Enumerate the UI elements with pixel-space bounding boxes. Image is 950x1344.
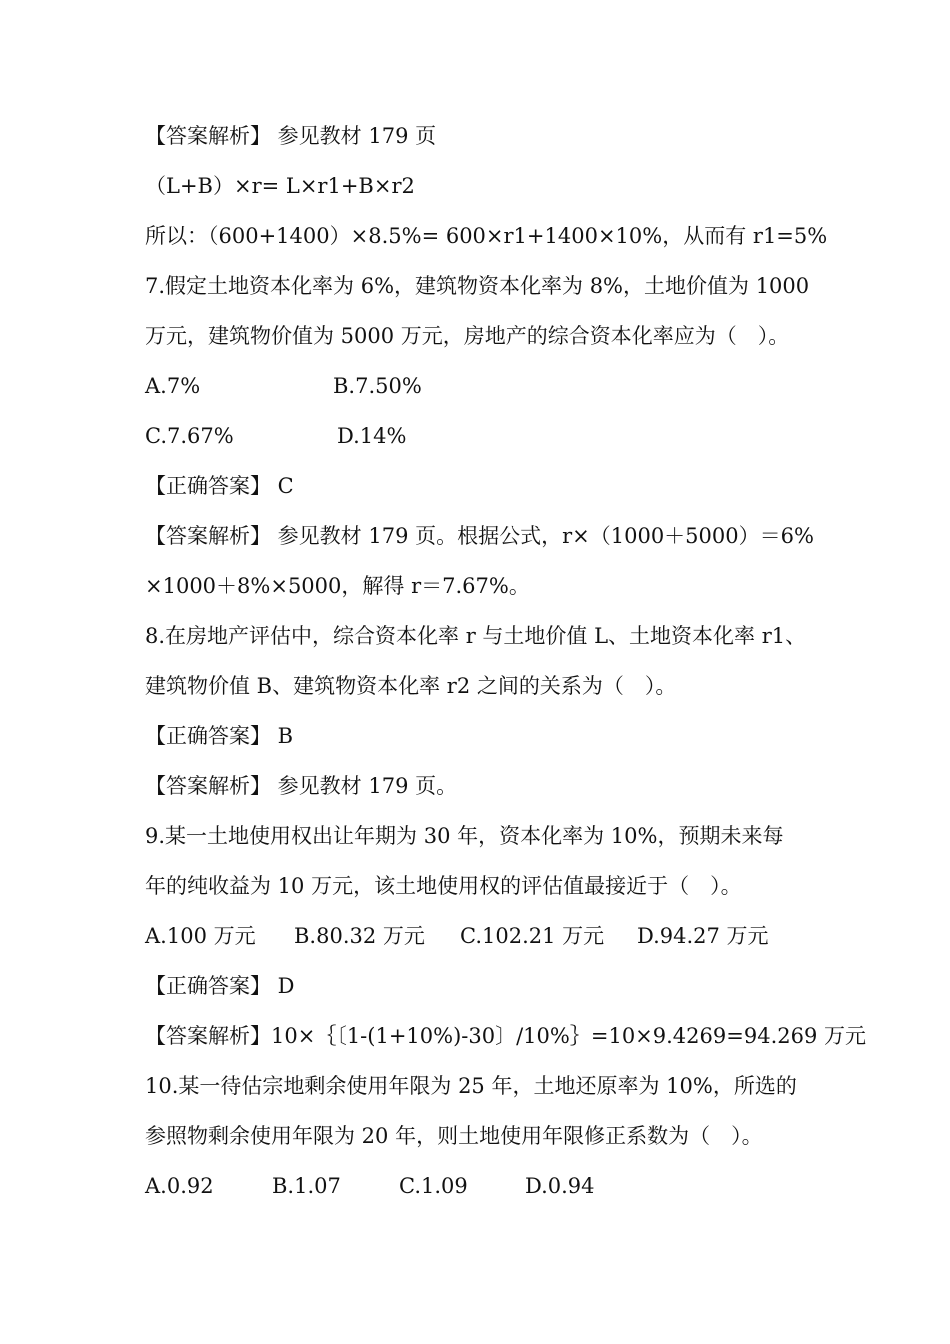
answer-analysis-q7-line-1: 【答案解析】 参见教材 179 页。根据公式，r×（1000＋5000）＝6% [145,524,814,548]
formula-line: （L+B）×r= L×r1+B×r2 [145,174,415,198]
q9-option-a: A.100 万元 [145,924,256,948]
q10-option-a: A.0.92 [145,1174,214,1198]
q7-option-d: D.14% [337,424,407,448]
question-8-line-1: 8.在房地产评估中，综合资本化率 r 与土地价值 L、土地资本化率 r1、 [145,624,807,648]
q9-option-c: C.102.21 万元 [460,924,605,948]
q7-option-a: A.7% [145,374,201,398]
answer-analysis-q6: 【答案解析】 参见教材 179 页 [145,124,437,148]
correct-answer-q9: 【正确答案】 D [145,974,295,998]
calculation-line: 所以：（600+1400）×8.5%= 600×r1+1400×10%，从而有 r1=5% [145,224,828,248]
q10-option-d: D.0.94 [525,1174,595,1198]
q10-option-c: C.1.09 [399,1174,468,1198]
correct-answer-q8: 【正确答案】 B [145,724,294,748]
answer-analysis-q8: 【答案解析】 参见教材 179 页。 [145,774,458,798]
q10-option-b: B.1.07 [272,1174,341,1198]
q7-option-b: B.7.50% [333,374,422,398]
answer-analysis-q9: 【答案解析】10×｛〔1-(1+10%)-30〕/10%｝=10×9.4269=94.269 万元 [145,1024,867,1048]
question-10-line-2: 参照物剩余使用年限为 20 年，则土地使用年限修正系数为（ ）。 [145,1124,763,1148]
question-9-line-2: 年的纯收益为 10 万元，该土地使用权的评估值最接近于（ ）。 [145,874,742,898]
question-8-line-2: 建筑物价值 B、建筑物资本化率 r2 之间的关系为（ ）。 [145,674,677,698]
answer-analysis-q7-line-2: ×1000＋8%×5000，解得 r＝7.67%。 [145,574,530,598]
correct-answer-q7: 【正确答案】 C [145,474,294,498]
question-10-line-1: 10.某一待估宗地剩余使用年限为 25 年，土地还原率为 10%，所选的 [145,1074,797,1098]
q9-option-d: D.94.27 万元 [637,924,769,948]
q7-option-c: C.7.67% [145,424,234,448]
question-7-line-1: 7.假定土地资本化率为 6%，建筑物资本化率为 8%，土地价值为 1000 [145,274,810,298]
question-7-line-2: 万元，建筑物价值为 5000 万元，房地产的综合资本化率应为（ ）。 [145,324,790,348]
q9-option-b: B.80.32 万元 [294,924,425,948]
question-9-line-1: 9.某一土地使用权出让年期为 30 年，资本化率为 10%，预期未来每 [145,824,784,848]
